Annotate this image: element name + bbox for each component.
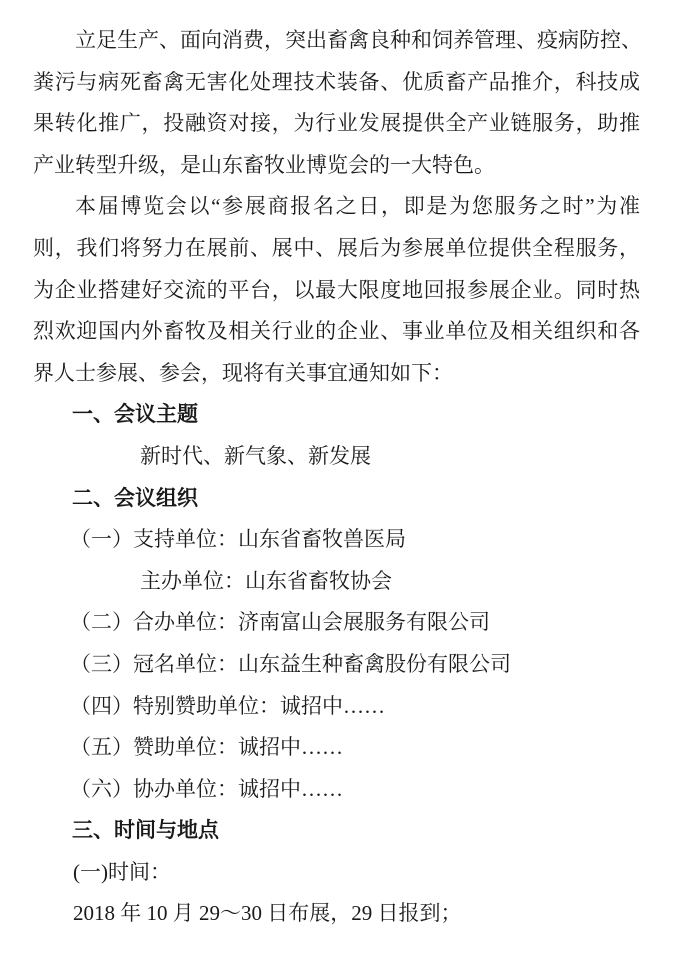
time-label: (一)时间： [73, 859, 171, 884]
section-heading-organization: 二、会议组织 [72, 485, 198, 510]
paragraph-line: 本届博览会以“参展商报名之日，即是为您服务之时”为准 [75, 194, 640, 219]
paragraph-line: 烈欢迎国内外畜牧及相关行业的企业、事业单位及相关组织和各 [33, 319, 640, 344]
paragraph-line: 为企业搭建好交流的平台，以最大限度地回报参展企业。同时热 [33, 277, 640, 302]
paragraph-line: 果转化推广，投融资对接，为行业发展提供全产业链服务，助推 [33, 111, 640, 136]
paragraph-line: 立足生产、面向消费，突出畜禽良种和饲养管理、疫病防控、 [75, 28, 642, 52]
org-item-cohost: （二）合办单位：济南富山会展服务有限公司 [70, 610, 490, 635]
org-item-title-sponsor: （三）冠名单位：山东益生种畜禽股份有限公司 [70, 651, 511, 676]
document-body [33, 20, 640, 935]
org-item-sponsor: （五）赞助单位：诚招中…… [70, 735, 343, 760]
paragraph-line: 粪污与病死畜禽无害化处理技术装备、优质畜产品推介，科技成 [33, 69, 640, 94]
org-item-host: 主办单位：山东省畜牧协会 [140, 568, 392, 593]
paragraph-service [33, 186, 640, 394]
paragraph-intro [33, 20, 640, 186]
time-value: 2018 年 10 月 29～30 日布展，29 日报到； [73, 901, 462, 926]
section-heading-theme: 一、会议主题 [72, 402, 198, 427]
paragraph-line: 则，我们将努力在展前、展中、展后为参展单位提供全程服务， [33, 235, 640, 260]
org-item-support: （一）支持单位：山东省畜牧兽医局 [70, 527, 406, 552]
paragraph-line: 界人士参展、参会，现将有关事宜通知如下： [33, 360, 453, 385]
section-heading-time-place: 三、时间与地点 [72, 818, 219, 843]
org-item-special-sponsor: （四）特别赞助单位：诚招中…… [70, 693, 385, 718]
org-item-coorganizer: （六）协办单位：诚招中…… [70, 776, 343, 801]
theme-text: 新时代、新气象、新发展 [140, 443, 371, 468]
paragraph-line: 产业转型升级，是山东畜牧业博览会的一大特色。 [33, 152, 495, 177]
